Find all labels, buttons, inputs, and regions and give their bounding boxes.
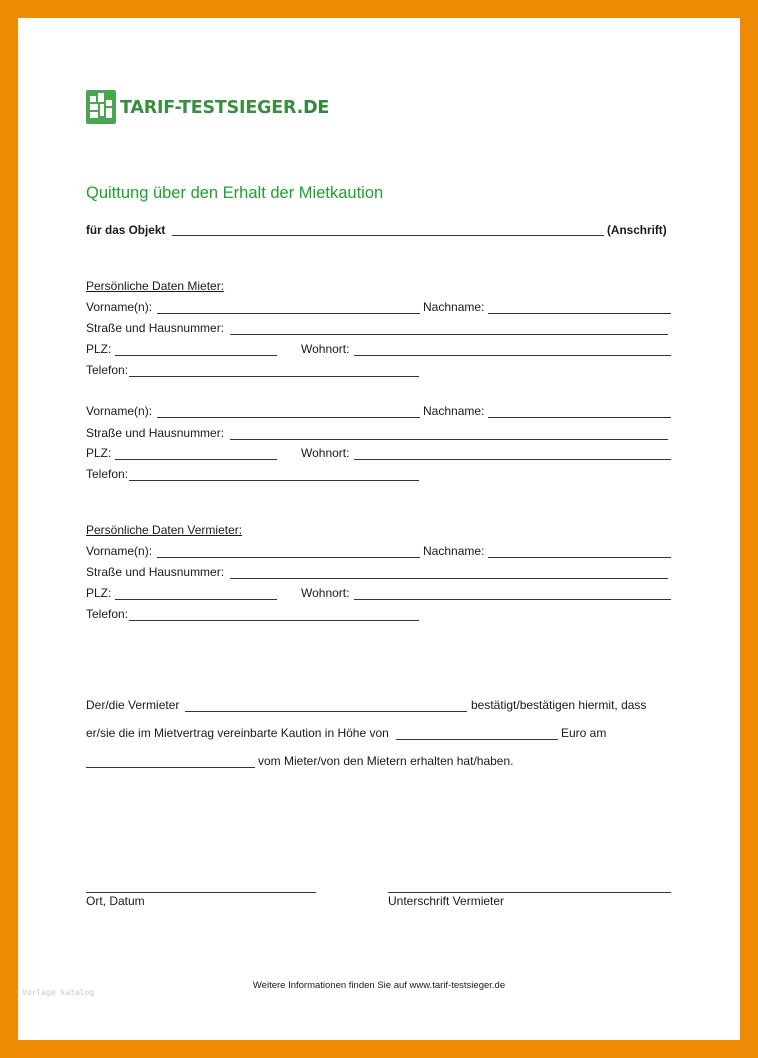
wohnort-label: Wohnort: xyxy=(301,446,350,460)
objekt-suffix: (Anschrift) xyxy=(607,223,667,237)
nachname-label: Nachname: xyxy=(423,544,485,558)
ort-datum-field[interactable] xyxy=(86,892,316,893)
plz-label: PLZ: xyxy=(86,446,112,460)
nachname-label: Nachname: xyxy=(423,404,485,418)
vorname-label: Vorname(n): xyxy=(86,544,153,558)
telefon-field-vermieter[interactable] xyxy=(129,620,419,621)
plz-label: PLZ: xyxy=(86,586,112,600)
strasse-label: Straße und Hausnummer: xyxy=(86,321,225,335)
footer-info: Weitere Informationen finden Sie auf www.tarif-testsieger.de xyxy=(252,980,506,991)
telefon-field-mieter1[interactable] xyxy=(129,376,419,377)
mieter-heading: Persönliche Daten Mieter: xyxy=(86,279,225,293)
vermieter-name-field[interactable] xyxy=(185,711,467,712)
statement-line1-suffix: bestätigt/bestätigen hiermit, dass xyxy=(471,698,647,712)
telefon-label: Telefon: xyxy=(86,607,129,621)
telefon-label: Telefon: xyxy=(86,467,129,481)
kaution-amount-field[interactable] xyxy=(396,739,558,740)
wohnort-label: Wohnort: xyxy=(301,586,350,600)
telefon-label: Telefon: xyxy=(86,363,129,377)
nachname-field-mieter1[interactable] xyxy=(488,313,671,314)
document-title: Quittung über den Erhalt der Mietkaution xyxy=(86,184,384,202)
wohnort-field-vermieter[interactable] xyxy=(354,599,671,600)
document-page xyxy=(18,18,740,1040)
strasse-field-mieter1[interactable] xyxy=(230,334,668,335)
telefon-field-mieter2[interactable] xyxy=(129,480,419,481)
statement-line2-suffix: Euro am xyxy=(561,726,607,740)
brand-name: TARIF-TESTSIEGER.DE xyxy=(120,98,330,118)
plz-field-mieter1[interactable] xyxy=(115,355,277,356)
wohnort-label: Wohnort: xyxy=(301,342,350,356)
building-blocks-icon xyxy=(86,90,116,124)
strasse-field-vermieter[interactable] xyxy=(230,578,668,579)
watermark: Vorlage katalog xyxy=(22,988,95,997)
plz-field-vermieter[interactable] xyxy=(115,599,277,600)
signature-label: Unterschrift Vermieter xyxy=(388,894,505,908)
strasse-label: Straße und Hausnummer: xyxy=(86,426,225,440)
statement-line2-prefix: er/sie die im Mietvertrag vereinbarte Kaution in Höhe von xyxy=(86,726,389,740)
nachname-label: Nachname: xyxy=(423,300,485,314)
signature-field[interactable] xyxy=(388,892,671,893)
strasse-field-mieter2[interactable] xyxy=(230,439,668,440)
nachname-field-mieter2[interactable] xyxy=(488,417,671,418)
objekt-label: für das Objekt xyxy=(86,223,166,237)
vorname-label: Vorname(n): xyxy=(86,404,153,418)
vorname-field-mieter2[interactable] xyxy=(157,417,420,418)
objekt-field[interactable] xyxy=(172,235,604,236)
statement-line3-suffix: vom Mieter/von den Mietern erhalten hat/haben. xyxy=(258,754,514,768)
vorname-field-vermieter[interactable] xyxy=(157,557,420,558)
vermieter-heading: Persönliche Daten Vermieter: xyxy=(86,523,243,537)
ort-datum-label: Ort, Datum xyxy=(86,894,145,908)
wohnort-field-mieter2[interactable] xyxy=(354,459,671,460)
statement-line1-prefix: Der/die Vermieter xyxy=(86,698,180,712)
receipt-date-field[interactable] xyxy=(86,767,255,768)
wohnort-field-mieter1[interactable] xyxy=(354,355,671,356)
vorname-field-mieter1[interactable] xyxy=(157,313,420,314)
plz-label: PLZ: xyxy=(86,342,112,356)
plz-field-mieter2[interactable] xyxy=(115,459,277,460)
vorname-label: Vorname(n): xyxy=(86,300,153,314)
strasse-label: Straße und Hausnummer: xyxy=(86,565,225,579)
nachname-field-vermieter[interactable] xyxy=(488,557,671,558)
